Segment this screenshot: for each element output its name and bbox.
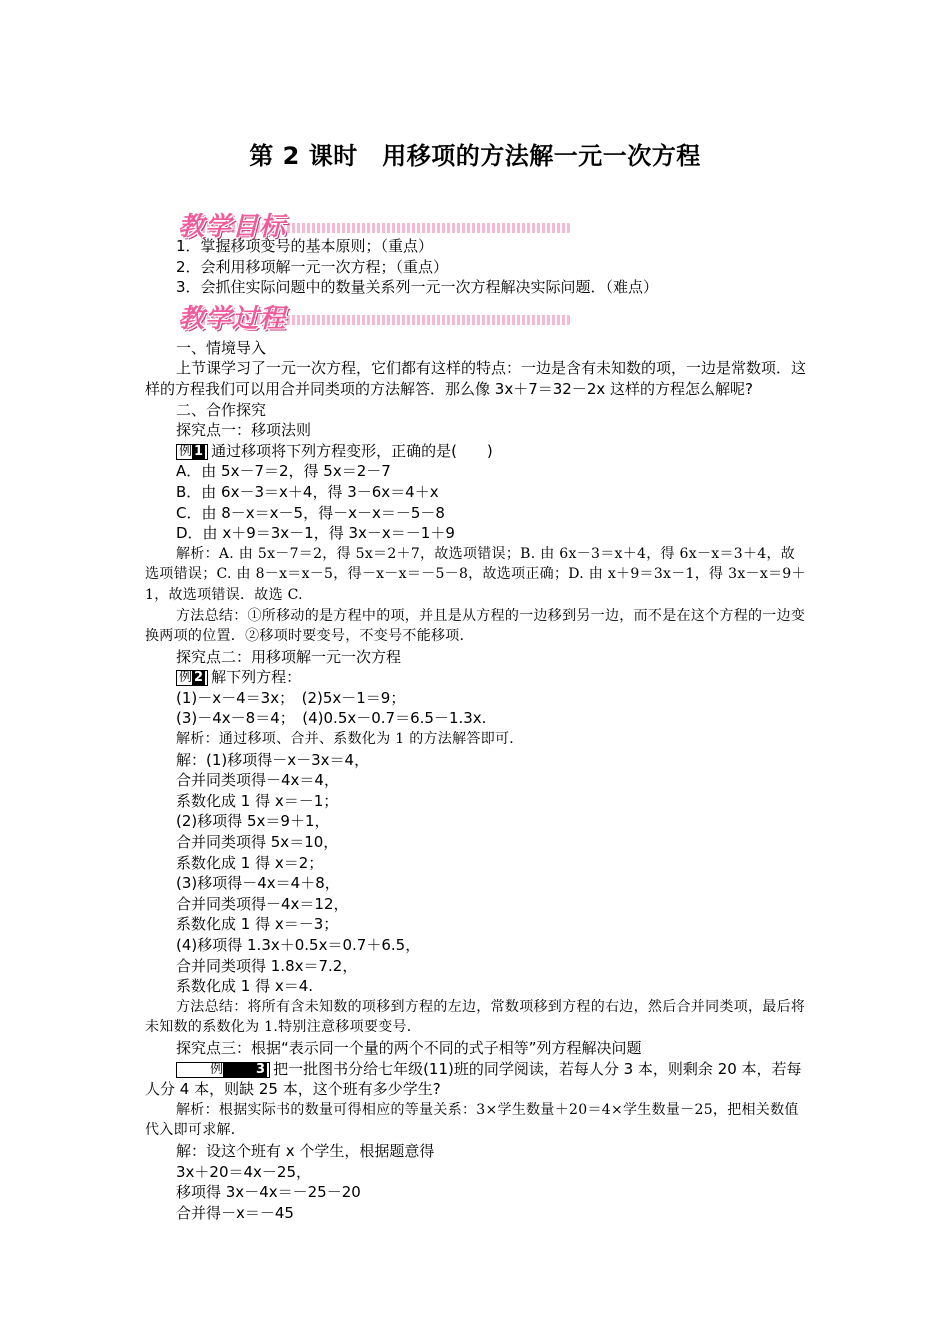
part-heading: 二、合作探究 bbox=[176, 400, 267, 419]
example-badge: 例 1 bbox=[176, 444, 208, 460]
equation-item: (1)－x－4＝3x； (2)5x－1＝9； bbox=[176, 688, 406, 707]
spacer bbox=[145, 298, 807, 338]
goal-item: 3．会抓住实际问题中的数量关系列一元一次方程解决实际问题．（难点） bbox=[176, 278, 659, 297]
analysis-paragraph: 解析：通过移项、合并、系数化为 1 的方法解答即可． bbox=[176, 731, 524, 748]
analysis-paragraph: 解析：根据实际书的数量可得相应的等量关系：3×学生数量＋20＝4×学生数量－25，把相关数值代入即可求解． bbox=[145, 1101, 799, 1139]
solution-line: 合并同类项得－4x＝4， bbox=[176, 771, 339, 790]
part-heading: 一、情境导入 bbox=[176, 338, 267, 357]
solution-line: (3)移项得－4x＝4＋8， bbox=[176, 874, 340, 893]
section-title-process: 教学过程 bbox=[178, 304, 287, 334]
solution-line: 3x＋20＝4x－25， bbox=[176, 1162, 312, 1181]
solution-line: 合并同类项得 1.8x＝7.2， bbox=[176, 956, 358, 975]
option-item: A．由 5x－7＝2，得 5x＝2－7 bbox=[176, 462, 391, 481]
solution-line: 系数化成 1 得 x＝－3； bbox=[176, 915, 339, 934]
goal-item: 2．会利用移项解一元一次方程；（重点） bbox=[176, 257, 449, 276]
intro-paragraph: 上节课学习了一元一次方程，它们都有这样的特点：一边是含有未知数的项，一边是常数项．这样的方程我们可以用合并同类项的方法解答．那么像 3x＋7＝32－2x 这样的方程怎么解呢? bbox=[145, 359, 807, 398]
example-question: 例 2 解下列方程： bbox=[145, 667, 807, 688]
document-body bbox=[145, 236, 807, 1223]
method-summary: 方法总结：①所移动的是方程中的项，并且是从方程的一边移到另一边，而不是在这个方程的一边变换两项的位置．②移项时要变号，不变号不能移项． bbox=[145, 607, 806, 645]
solution-line: 合并得－x＝－45 bbox=[176, 1203, 294, 1222]
solution-line: 系数化成 1 得 x＝－1； bbox=[176, 791, 339, 810]
page-title: 第 2 课时 用移项的方法解一元一次方程 bbox=[249, 142, 701, 170]
solution-line: 解：(1)移项得－x－3x＝4， bbox=[176, 750, 370, 769]
example-badge: 例 2 bbox=[176, 670, 208, 686]
explore-point-heading: 探究点三：根据“表示同一个量的两个不同的式子相等”列方程解决问题 bbox=[176, 1038, 642, 1057]
example-question: 例 1 通过移项将下列方程变形，正确的是( ) bbox=[145, 441, 807, 462]
goal-item: 1．掌握移项变号的基本原则；（重点） bbox=[176, 237, 434, 255]
solution-line: 解：设这个班有 x 个学生，根据题意得 bbox=[176, 1141, 435, 1160]
example-question: 例 3 把一批图书分给七年级(11)班的同学阅读，若每人分 3 本，则剩余 20 本，若每人分 4 本，则缺 25 本，这个班有多少学生? bbox=[145, 1059, 802, 1099]
explore-point-heading: 探究点一：移项法则 bbox=[176, 421, 312, 440]
method-summary: 方法总结：将所有含未知数的项移到方程的左边，常数项移到方程的右边，然后合并同类项，最后将未知数的系数化为 1.特别注意移项要变号． bbox=[145, 998, 806, 1036]
solution-line: 移项得 3x－4x＝－25－20 bbox=[176, 1183, 361, 1202]
example-badge: 例 3 bbox=[176, 1062, 270, 1078]
analysis-paragraph: 解析：A. 由 5x－7＝2，得 5x＝2＋7，故选项错误；B. 由 6x－3＝x＋4，得 6x－x＝3＋4，故选项错误；C. 由 8－x＝x－5，得－x－x＝－5－8，故选项正确；D. 由 x＋9＝3x－1，得 3x－x＝9＋1，故选项错误．故选 C. bbox=[145, 545, 806, 603]
equation-item: (3)－4x－8＝4； (4)0.5x－0.7＝6.5－1.3x. bbox=[176, 709, 487, 728]
solution-line: 合并同类项得－4x＝12， bbox=[176, 894, 349, 913]
section-banner-goals bbox=[178, 206, 570, 242]
solution-line: 合并同类项得 5x＝10， bbox=[176, 833, 339, 852]
solution-line: 系数化成 1 得 x＝4. bbox=[176, 977, 314, 996]
solution-line: 系数化成 1 得 x＝2； bbox=[176, 853, 324, 872]
solution-line: (4)移项得 1.3x＋0.5x＝0.7＋6.5， bbox=[176, 936, 421, 954]
option-item: D．由 x＋9＝3x－1，得 3x－x＝－1＋9 bbox=[176, 524, 455, 543]
solution-line: (2)移项得 5x＝9＋1， bbox=[176, 812, 330, 831]
section-title-goals: 教学目标 bbox=[178, 212, 287, 242]
option-item: C．由 8－x＝x－5，得－x－x＝－5－8 bbox=[176, 503, 445, 522]
option-item: B．由 6x－3＝x＋4，得 3－6x＝4＋x bbox=[176, 482, 439, 501]
explore-point-heading: 探究点二：用移项解一元一次方程 bbox=[176, 647, 402, 666]
